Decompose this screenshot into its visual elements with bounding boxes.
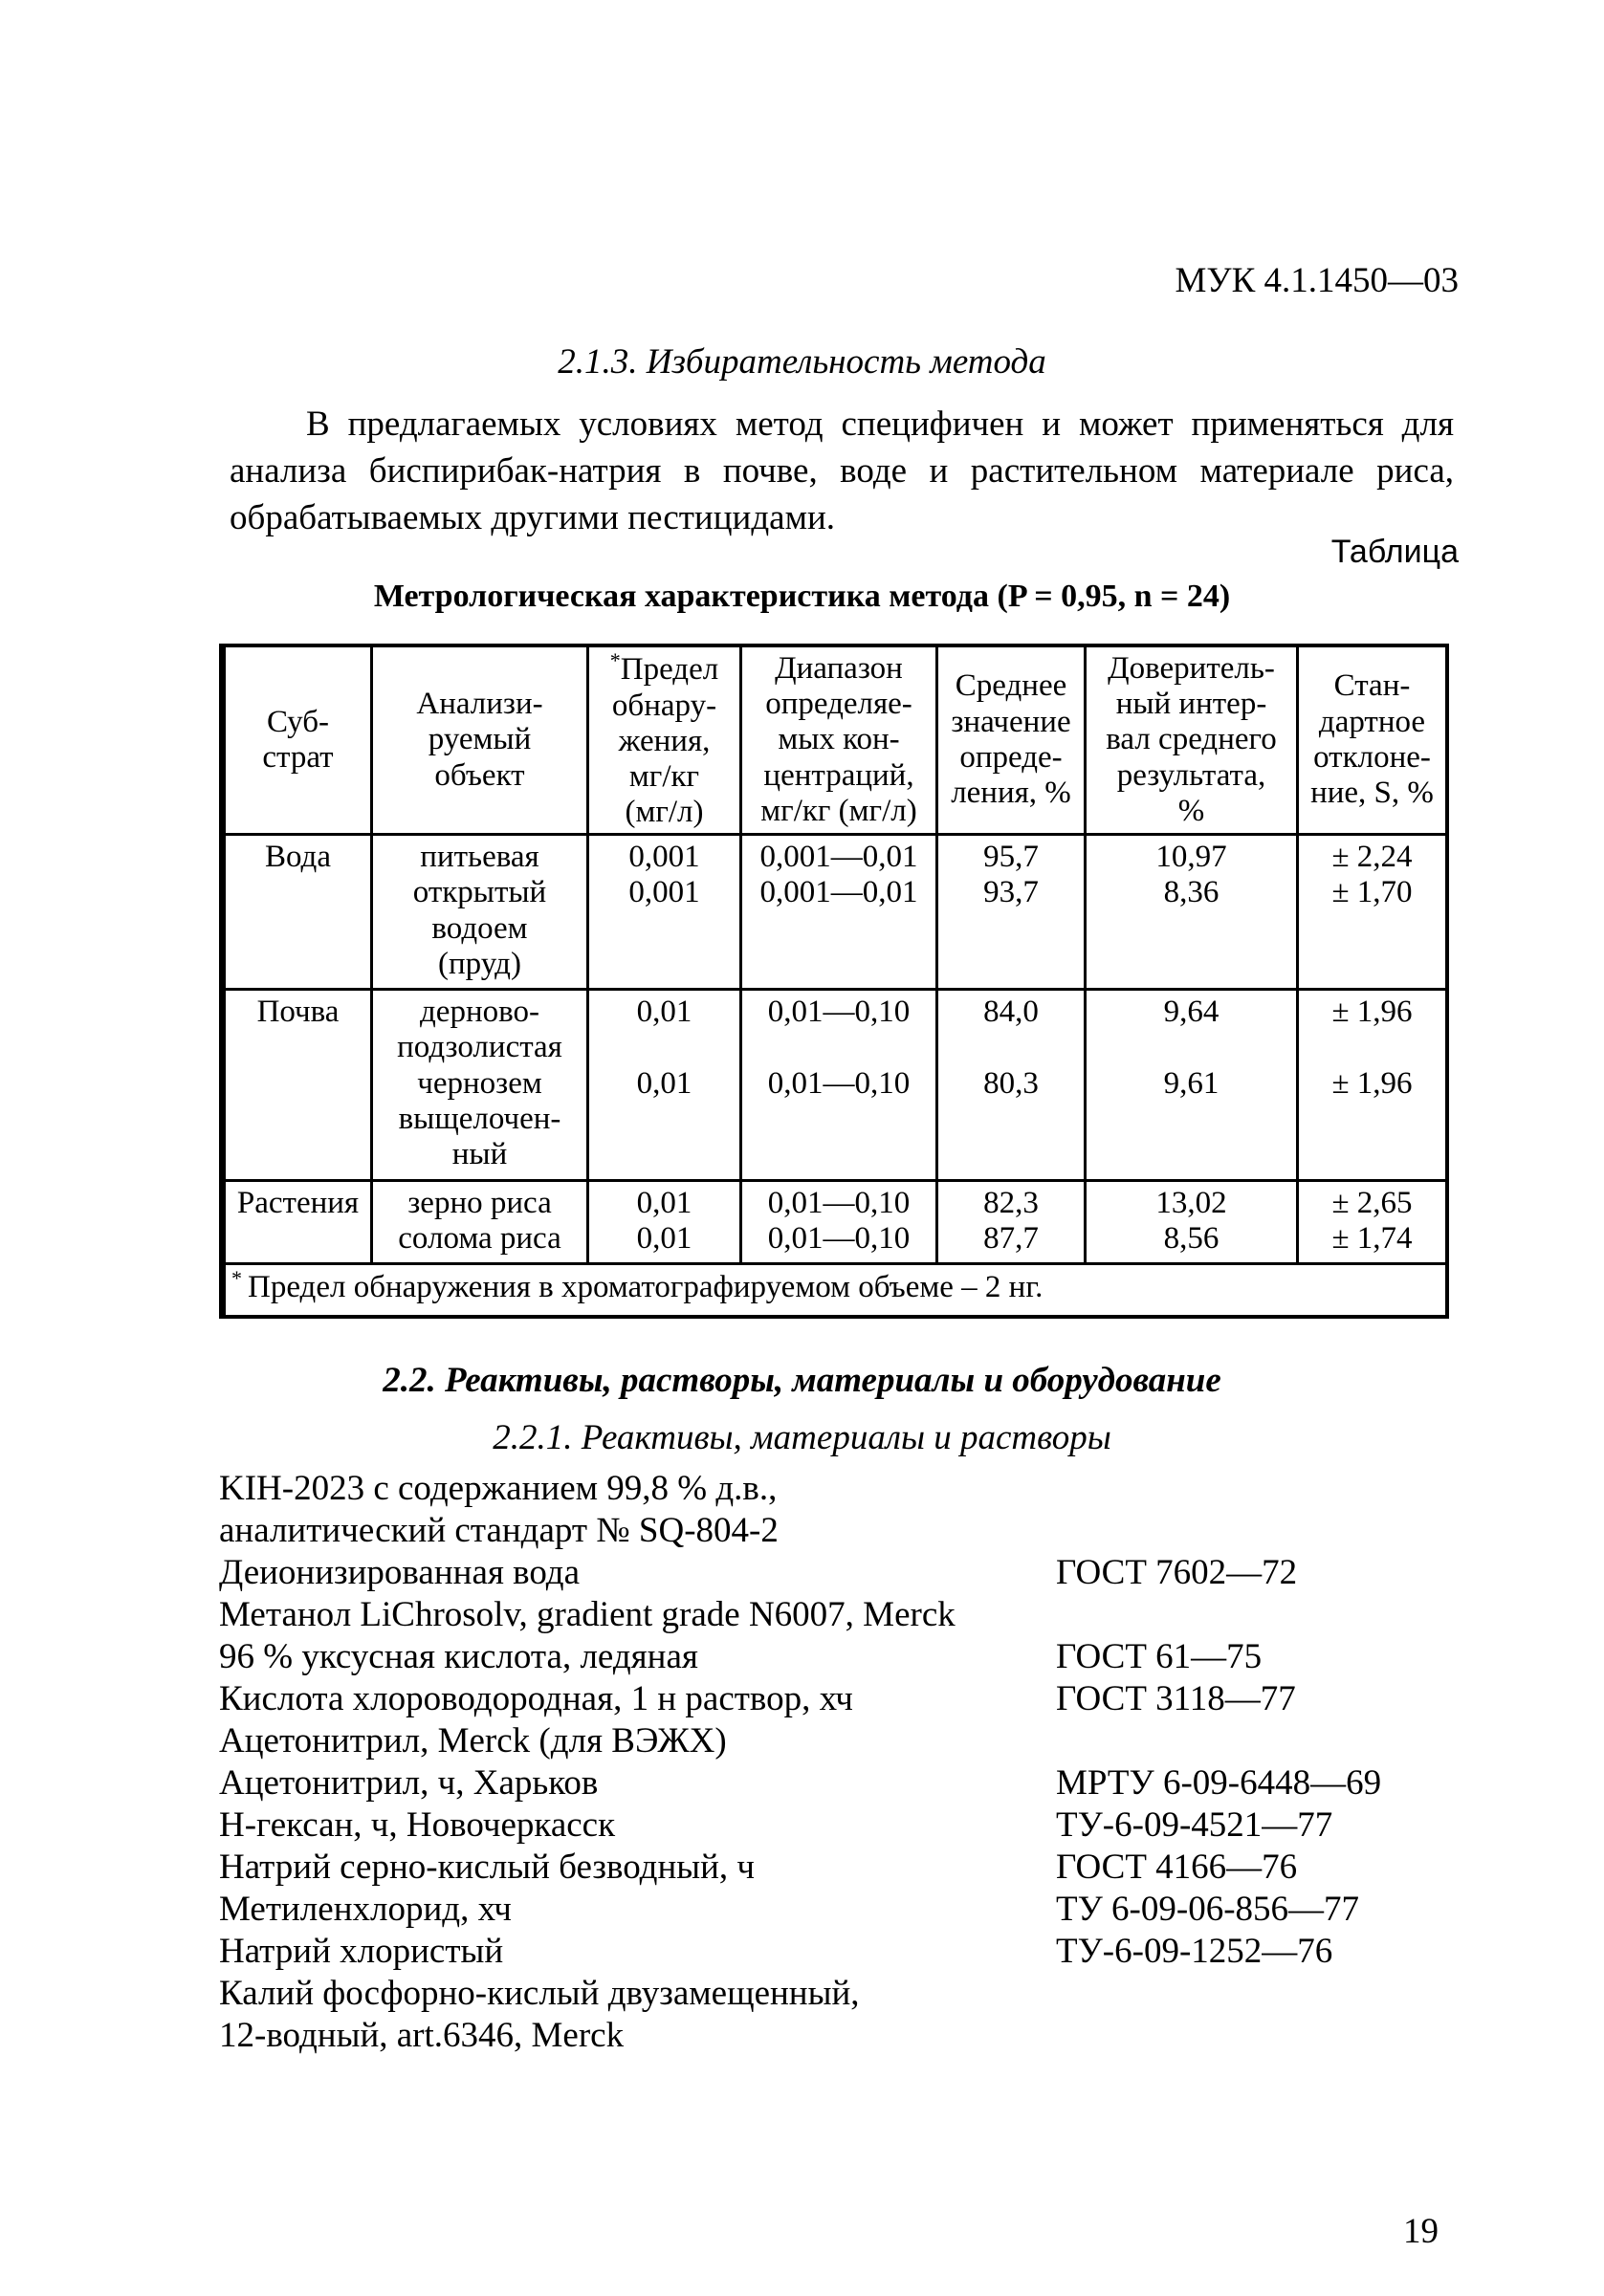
list-item — [219, 1678, 1462, 1720]
header-line: % — [1177, 793, 1205, 828]
reagent-standard — [1056, 1510, 1458, 1552]
cell-line: чернозем — [417, 1065, 542, 1101]
reagent-name: Метанол LiChrosolv, gradient grade N6007, Merck — [219, 1595, 956, 1635]
cell-ci — [1086, 990, 1298, 1180]
list-item — [219, 1931, 1462, 1973]
metrology-table — [219, 644, 1449, 1319]
selectivity-paragraph: В предлагаемых условиях метод специфичен и может применяться для анализа биспирибак-натрия в почве, воде и растительном материале риса, обрабатываемых другими пестицидами. — [230, 405, 1454, 537]
cell-line: 82,3 — [983, 1185, 1039, 1220]
list-item — [219, 1973, 1462, 2015]
reagent-name: Метиленхлорид, хч — [219, 1890, 512, 1930]
header-line: ления, % — [951, 776, 1071, 811]
header-line: обнару- — [611, 688, 717, 723]
cell-line: 9,64 — [1163, 995, 1219, 1030]
cell-line: 87,7 — [983, 1220, 1039, 1256]
table-title: Метрологическая характеристика метода (P = 0,95, n = 24) — [373, 579, 1231, 614]
cell-ci — [1086, 835, 1298, 990]
cell-line: ± 1,96 — [1331, 995, 1413, 1030]
list-item — [219, 1889, 1462, 1931]
header-asterisk: * — [609, 648, 621, 673]
cell-line — [944, 1030, 1078, 1065]
cell-line: 84,0 — [983, 995, 1039, 1030]
header-line: ный интер- — [1115, 687, 1267, 722]
cell-line: ± 2,24 — [1331, 840, 1413, 874]
reagent-name: Кислота хлороводородная, 1 н раствор, хч — [219, 1679, 853, 1719]
reagent-name: 12-водный, art.6346, Merck — [219, 2016, 625, 2056]
cell-line: открытый — [412, 875, 547, 910]
table-footnote-row — [225, 1264, 1447, 1316]
table-header-row — [225, 647, 1447, 835]
page-number: 19 — [1403, 2212, 1439, 2251]
header-line: руемый — [428, 722, 532, 757]
cell-line: выщелочен- — [398, 1101, 561, 1136]
header-line: мг/кг (мг/л) — [760, 793, 917, 828]
cell-range — [741, 1180, 937, 1264]
cell-line: 95,7 — [983, 840, 1039, 874]
section-213-title: 2.1.3. Избирательность метода — [558, 342, 1046, 382]
section-22-title: 2.2. Реактивы, растворы, материалы и оборудование — [383, 1361, 1221, 1400]
reagent-standard — [1159, 1594, 1462, 1636]
cell-mean — [937, 1180, 1086, 1264]
cell-sd — [1298, 990, 1447, 1180]
cell-range — [741, 990, 937, 1180]
reagent-standard: МРТУ 6-09-6448—69 — [1056, 1763, 1382, 1804]
cell-line: 10,97 — [1155, 840, 1227, 874]
reagent-standard: ГОСТ 4166—76 — [1056, 1848, 1298, 1888]
header-line: жения, — [618, 723, 711, 758]
list-item — [219, 1552, 1462, 1594]
reagent-name: Калий фосфорно-кислый двузамещенный, — [219, 1974, 860, 2014]
header-line: Доверитель- — [1108, 650, 1275, 686]
cell-line: 13,02 — [1155, 1185, 1227, 1220]
cell-line: 0,01—0,10 — [767, 1185, 911, 1220]
table-label: Таблица — [1330, 534, 1459, 570]
header-line: мг/кг — [628, 759, 700, 795]
reagent-standard: ТУ-6-09-4521—77 — [1056, 1805, 1333, 1846]
cell-line: 0,01—0,10 — [767, 995, 911, 1030]
reagent-standard — [1056, 1973, 1458, 2015]
header-substrate — [225, 647, 372, 835]
reagent-standard: ГОСТ 7602—72 — [1056, 1553, 1298, 1593]
list-item — [219, 1636, 1462, 1678]
header-confidence-interval — [1086, 647, 1298, 835]
header-line: Диапазон — [775, 650, 903, 686]
cell-line: 0,01—0,10 — [767, 1220, 911, 1256]
cell-line: 93,7 — [983, 875, 1039, 910]
header-line: отклоне- — [1313, 740, 1431, 775]
cell-line: солома риса — [398, 1220, 561, 1256]
cell-substrate: Вода — [225, 835, 372, 990]
reagent-standard — [1056, 1468, 1458, 1510]
cell-limit — [588, 1180, 741, 1264]
header-analyzed-object — [372, 647, 588, 835]
cell-substrate: Почва — [225, 990, 372, 1180]
cell-line: 8,56 — [1163, 1220, 1219, 1256]
header-line: Предел — [620, 652, 719, 688]
header-line: объект — [434, 757, 525, 793]
reagent-name: аналитический стандарт № SQ-804-2 — [219, 1511, 779, 1551]
reagent-name: Натрий хлористый — [219, 1932, 504, 1972]
cell-line: 0,01 — [636, 1220, 692, 1256]
header-line: Среднее — [955, 668, 1067, 704]
reagent-standard: ГОСТ 3118—77 — [1056, 1679, 1296, 1719]
header-mean-value — [937, 647, 1086, 835]
cell-line — [595, 1030, 734, 1065]
cell-substrate: Растения — [225, 1180, 372, 1264]
list-item — [219, 1594, 1462, 1636]
list-item — [219, 2015, 1462, 2057]
cell-line — [1092, 1030, 1290, 1065]
cell-line — [748, 1030, 930, 1065]
cell-line: подзолистая — [397, 1030, 562, 1065]
cell-line: 0,001—0,01 — [759, 875, 918, 910]
cell-ci — [1086, 1180, 1298, 1264]
cell-line: 9,61 — [1163, 1065, 1219, 1101]
table-body — [225, 835, 1447, 1316]
reagent-standard: ТУ 6-09-06-856—77 — [1056, 1890, 1360, 1930]
cell-line: 80,3 — [983, 1065, 1039, 1101]
header-line: опреде- — [959, 740, 1063, 775]
footnote-text: Предел обнаружения в хроматографируемом объеме – 2 нг. — [248, 1270, 1044, 1305]
cell-line: 0,01—0,10 — [767, 1065, 911, 1101]
list-item — [219, 1720, 1462, 1762]
header-line: мых кон- — [778, 722, 900, 757]
reagent-name: 96 % уксусная кислота, ледяная — [219, 1637, 698, 1677]
table-row — [225, 990, 1447, 1180]
table-row — [225, 835, 1447, 990]
cell-limit — [588, 990, 741, 1180]
reagent-name: KIH-2023 с содержанием 99,8 % д.в., — [219, 1469, 778, 1508]
cell-line: 0,01 — [636, 995, 692, 1030]
cell-objects — [372, 835, 588, 990]
cell-mean — [937, 835, 1086, 990]
cell-line: ± 2,65 — [1331, 1185, 1413, 1220]
header-line: страт — [262, 740, 334, 775]
cell-line: 0,001 — [628, 875, 700, 910]
table-footnote — [225, 1264, 1447, 1316]
reagent-name: Натрий серно-кислый безводный, ч — [219, 1848, 756, 1888]
cell-line: питьевая — [420, 840, 539, 874]
cell-objects — [372, 1180, 588, 1264]
cell-line: ± 1,74 — [1331, 1220, 1413, 1256]
list-item — [219, 1510, 1462, 1552]
list-item — [219, 1847, 1462, 1889]
header-line: ние, S, % — [1310, 776, 1434, 811]
section-221-title: 2.2.1. Реактивы, материалы и растворы — [493, 1418, 1111, 1457]
reagent-standard: ТУ-6-09-1252—76 — [1056, 1932, 1333, 1972]
header-line: (мг/л) — [625, 795, 704, 830]
header-line: значение — [951, 704, 1071, 739]
cell-line: 0,001 — [628, 840, 700, 874]
header-detection-limit — [588, 647, 741, 835]
reagent-standard — [1056, 2015, 1458, 2057]
header-line: результата, — [1116, 757, 1266, 793]
document-code: МУК 4.1.1450—03 — [1175, 261, 1459, 300]
cell-line — [1305, 1030, 1439, 1065]
reagent-standard — [1056, 1720, 1458, 1762]
cell-line: 8,36 — [1163, 875, 1219, 910]
header-line: центраций, — [763, 757, 914, 793]
reagent-name: Деионизированная вода — [219, 1553, 581, 1593]
cell-line: ± 1,70 — [1331, 875, 1413, 910]
cell-sd — [1298, 1180, 1447, 1264]
cell-sd — [1298, 835, 1447, 990]
cell-line: 0,01 — [636, 1185, 692, 1220]
header-line: вал среднего — [1106, 722, 1277, 757]
reagent-standard: ГОСТ 61—75 — [1056, 1637, 1263, 1677]
cell-line: дерново- — [420, 995, 539, 1030]
cell-line: 0,01 — [636, 1065, 692, 1101]
header-line: Стан- — [1333, 668, 1411, 704]
cell-objects — [372, 990, 588, 1180]
list-item — [219, 1762, 1462, 1804]
header-line: Суб- — [266, 704, 330, 739]
cell-limit — [588, 835, 741, 990]
cell-line: ± 1,96 — [1331, 1065, 1413, 1101]
cell-range — [741, 835, 937, 990]
header-line: Анализи- — [416, 687, 543, 722]
table-row — [225, 1180, 1447, 1264]
cell-line: ный — [451, 1137, 508, 1172]
cell-line: водоем — [431, 910, 528, 946]
header-standard-deviation — [1298, 647, 1447, 835]
reagent-name: Ацетонитрил, Merck (для ВЭЖХ) — [219, 1721, 727, 1761]
cell-line: зерно риса — [407, 1185, 552, 1220]
list-item — [219, 1804, 1462, 1847]
footnote-mark: * — [231, 1266, 242, 1291]
header-line: определяе- — [765, 687, 912, 722]
cell-line: 0,001—0,01 — [759, 840, 918, 874]
header-line: дартное — [1318, 704, 1426, 739]
reagent-list — [219, 1468, 1462, 2057]
reagent-name: Н-гексан, ч, Новочеркасск — [219, 1805, 616, 1846]
header-concentration-range — [741, 647, 937, 835]
cell-line: (пруд) — [438, 946, 521, 981]
list-item — [219, 1468, 1462, 1510]
reagent-name: Ацетонитрил, ч, Харьков — [219, 1763, 599, 1804]
cell-mean — [937, 990, 1086, 1180]
